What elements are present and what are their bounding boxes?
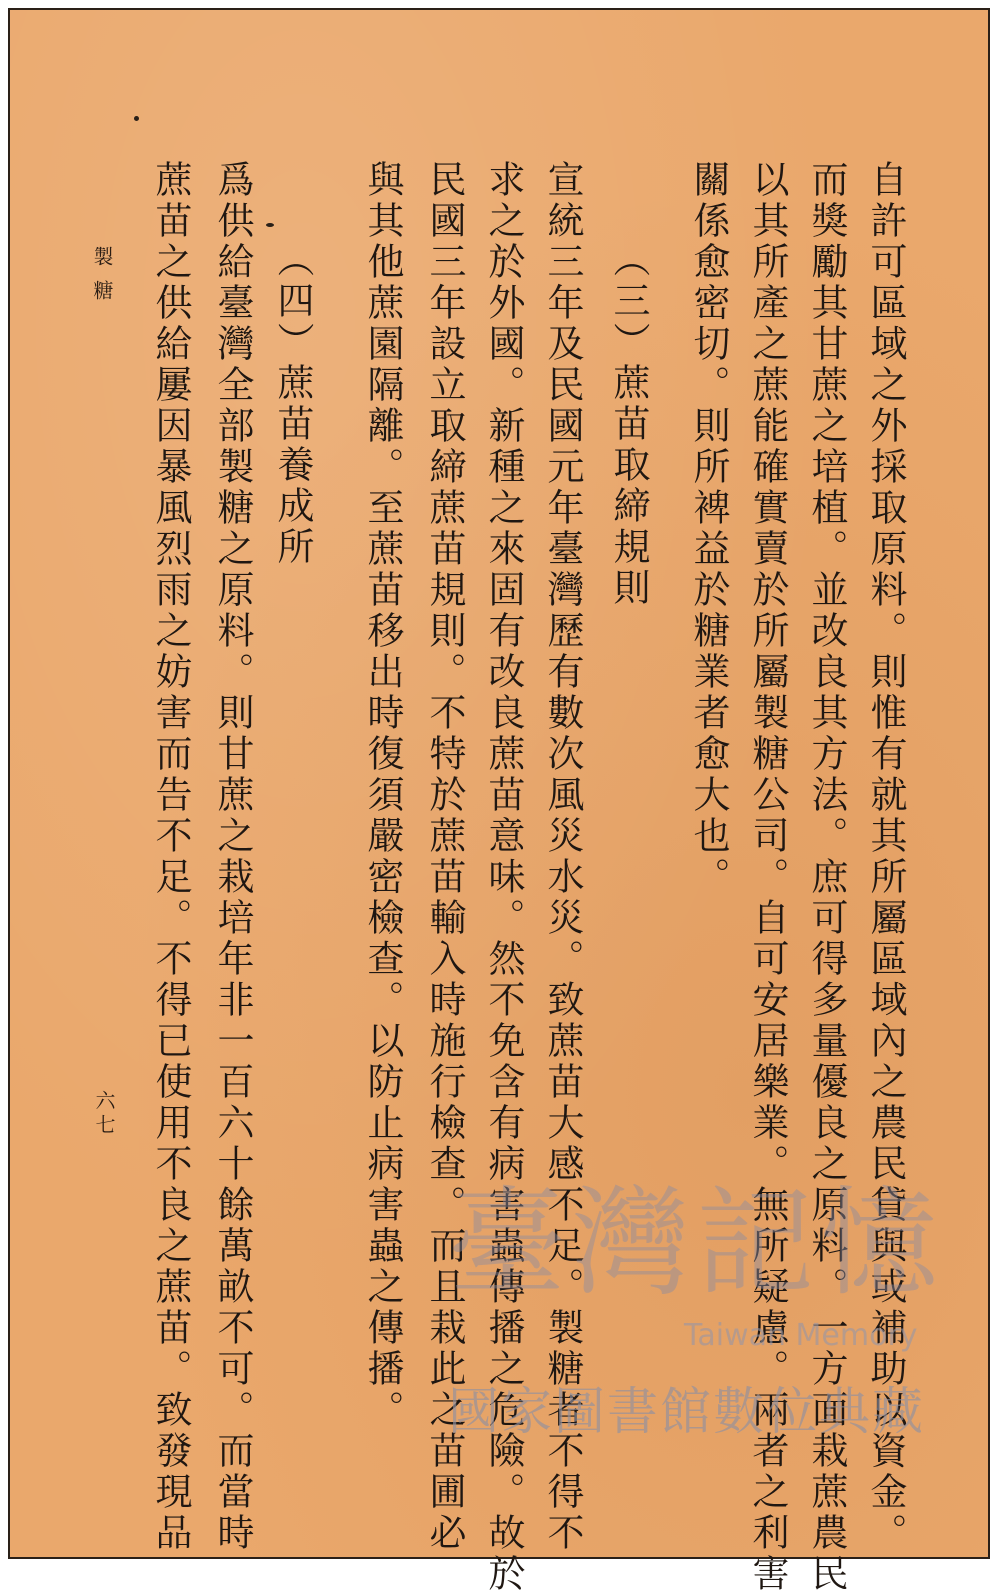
text-column-6: 宣統三年及民國元年臺灣歷有數次風災水災。致蔗苗大感不足。製糖者不得不 — [541, 160, 584, 1554]
text-column-8: 民國三年設立取締蔗苗規則。不特於蔗苗輸入時施行檢查。而且栽此之苗圃必 — [423, 160, 466, 1554]
text-column-2: 而獎勵其甘蔗之培植。並改良其方法。庶可得多量優良之原料。一方面栽蔗農民 — [805, 160, 848, 1595]
ink-speck — [266, 223, 274, 227]
text-column-7: 求之於外國。新種之來固有改良蔗苗意味。然不免含有病害蟲傳播之危險。故於 — [482, 160, 525, 1595]
section-heading-3: （三）蔗苗取締規則 — [607, 240, 650, 609]
watermark-calligraphy: 臺灣記憶 — [448, 1174, 945, 1312]
text-column-11: 爲供給臺灣全部製糖之原料。則甘蔗之栽培年非一百六十餘萬畝不可。而當時 — [211, 160, 254, 1554]
section-heading-4: （四）蔗苗養成所 — [271, 240, 314, 568]
library-watermark — [428, 1148, 948, 1448]
text-column-3: 以其所產之蔗能確實賣於所屬製糖公司。自可安居樂業。無所疑慮。兩者之利害 — [746, 160, 789, 1595]
watermark-chinese: 國家圖書館數位典藏 — [448, 1383, 926, 1442]
watermark-english: Taiwan Memory — [684, 1318, 918, 1353]
text-column-12: 蔗苗之供給屢因暴風烈雨之妨害而告不足。不得已使用不良之蔗苗。致發現品 — [149, 160, 192, 1554]
text-column-1: 自許可區域之外採取原料。則惟有就其所屬區域內之農民貸與或補助以資金。 — [864, 160, 907, 1554]
text-column-4: 關係愈密切。則所裨益於糖業者愈大也。 — [687, 160, 730, 898]
ink-speck — [134, 116, 139, 121]
book-page — [8, 8, 990, 1595]
page-number: 六七 — [92, 1090, 116, 1138]
running-title: 製糖 — [90, 246, 114, 314]
text-column-9: 與其他蔗園隔離。至蔗苗移出時復須嚴密檢查。以防止病害蟲之傳播。 — [361, 160, 404, 1431]
